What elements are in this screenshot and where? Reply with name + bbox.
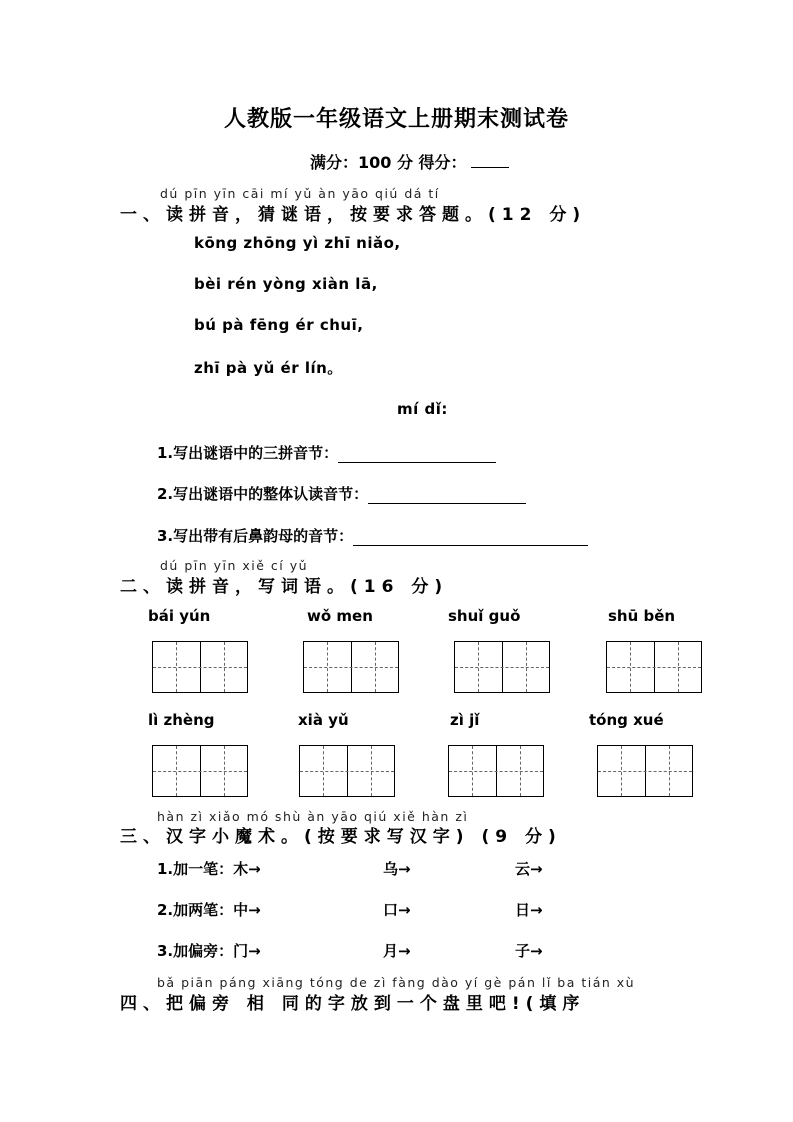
- section1-pinyin: dú pīn yīn cāi mí yǔ àn yāo qiú dá tí: [160, 186, 440, 201]
- magic-row-2-c: 日→: [515, 901, 543, 919]
- magic-row-2-label: 2.加两笔：中→: [157, 901, 261, 919]
- riddle-line-3: bú pà fēng ér chuī,: [194, 316, 364, 334]
- word-pinyin: shū běn: [608, 607, 676, 625]
- word-pinyin: bái yún: [148, 607, 211, 625]
- section3-heading: 三、汉字小魔术。(按要求写汉字) (9 分): [120, 827, 562, 847]
- riddle-line-2: bèi rén yòng xiàn lā,: [194, 275, 378, 293]
- word-pinyin: tóng xué: [589, 711, 664, 729]
- section3-pinyin: hàn zì xiǎo mó shù àn yāo qiú xiě hàn zì: [157, 809, 469, 824]
- question-2-text: 2.写出谜语中的整体认读音节：: [157, 485, 369, 503]
- answer-blank-1[interactable]: [338, 446, 496, 463]
- section2-pinyin: dú pīn yīn xiě cí yǔ: [160, 558, 309, 573]
- question-1-text: 1.写出谜语中的三拼音节：: [157, 444, 339, 462]
- question-3: [157, 525, 588, 546]
- section4-pinyin: bǎ piān páng xiāng tóng de zì fàng dào yí gè pán lǐ ba tián xù: [157, 975, 636, 990]
- question-2: [157, 483, 526, 504]
- magic-row-1-b: 乌→: [383, 860, 411, 878]
- writing-grid[interactable]: [448, 745, 544, 797]
- riddle-line-1: kōng zhōng yì zhī niǎo,: [194, 234, 401, 252]
- answer-blank-3[interactable]: [353, 529, 588, 546]
- magic-row-3-label: 3.加偏旁：门→: [157, 942, 261, 960]
- section1-heading: 一、读拼音，猜谜语，按要求答题。(12 分): [120, 205, 587, 225]
- magic-row-1-label: 1.加一笔：木→: [157, 860, 261, 878]
- word-pinyin: xià yǔ: [298, 711, 349, 729]
- answer-blank-2[interactable]: [368, 487, 526, 504]
- magic-row-3-c: 子→: [515, 942, 543, 960]
- word-pinyin: lì zhèng: [148, 711, 215, 729]
- writing-grid[interactable]: [152, 745, 248, 797]
- score-blank[interactable]: [471, 153, 509, 168]
- magic-row-1-c: 云→: [515, 860, 543, 878]
- magic-row-2-b: 口→: [383, 901, 411, 919]
- writing-grid[interactable]: [303, 641, 399, 693]
- question-3-text: 3.写出带有后鼻韵母的音节：: [157, 527, 354, 545]
- word-pinyin: wǒ men: [307, 607, 373, 625]
- word-pinyin: zì jǐ: [450, 711, 480, 729]
- score-line: [310, 150, 509, 173]
- magic-row-3-b: 月→: [383, 942, 411, 960]
- question-1: [157, 442, 496, 463]
- section2-heading: 二、读拼音，写词语。(16 分): [120, 577, 449, 597]
- writing-grid[interactable]: [597, 745, 693, 797]
- score-text: 满分：100 分 得分：: [310, 153, 467, 172]
- riddle-line-4: zhī pà yǔ ér lín。: [194, 359, 343, 377]
- writing-grid[interactable]: [606, 641, 702, 693]
- page-title: 人教版一年级语文上册期末测试卷: [223, 107, 569, 132]
- section4-heading: 四、把偏旁 相 同的字放到一个盘里吧!(填序: [120, 994, 586, 1014]
- writing-grid[interactable]: [152, 641, 248, 693]
- writing-grid[interactable]: [454, 641, 550, 693]
- riddle-answer-label: mí dǐ:: [397, 400, 448, 418]
- writing-grid[interactable]: [299, 745, 395, 797]
- word-pinyin: shuǐ guǒ: [448, 607, 521, 625]
